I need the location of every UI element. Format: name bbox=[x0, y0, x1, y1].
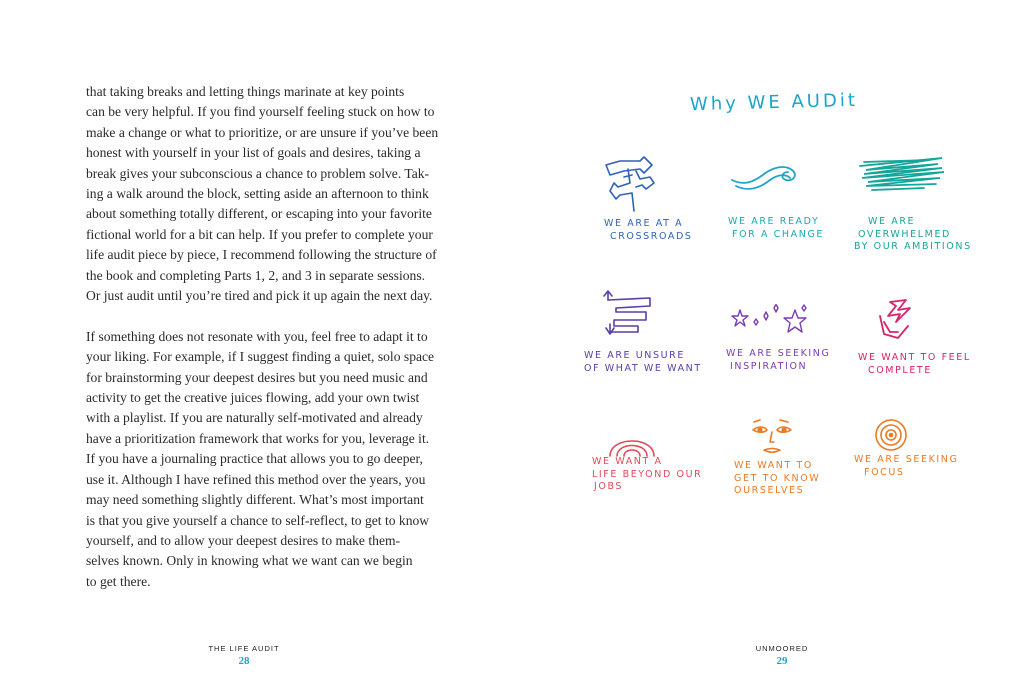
paragraph-1 bbox=[86, 82, 438, 306]
page-number: 29 bbox=[776, 655, 788, 667]
text-line: can be very helpful. If you find yourself feeling stuck on how to bbox=[86, 104, 435, 120]
caption-life-beyond: WE WANT A LIFE BEYOND OUR JOBS bbox=[592, 456, 703, 492]
caption-crossroads: WE ARE AT A CROSSROADS bbox=[604, 218, 693, 242]
stars-icon bbox=[730, 304, 810, 340]
text-line: yourself, and to allow your deepest desires to make them- bbox=[86, 532, 401, 548]
text-line: If something does not resonate with you, feel free to adapt it to bbox=[86, 328, 428, 344]
wave-icon bbox=[730, 160, 800, 194]
running-head: THE LIFE AUDIT bbox=[208, 644, 280, 653]
text-line: If you have a journaling practice that allows you to go deeper, bbox=[86, 451, 423, 467]
text-line: may need something slightly different. What’s most important bbox=[86, 492, 424, 508]
face-icon bbox=[750, 418, 794, 458]
caption-unsure: WE ARE UNSURE OF WHAT WE WANT bbox=[584, 350, 702, 374]
right-page bbox=[512, 0, 1024, 686]
text-line: Or just audit until you’re tired and pick it up again the next day. bbox=[86, 288, 433, 304]
broken-shape-icon bbox=[876, 298, 916, 340]
zigzag-arrow-icon bbox=[602, 290, 658, 338]
page-footer bbox=[712, 644, 852, 667]
text-line: with a playlist. If you are naturally self-motivated and already bbox=[86, 410, 423, 426]
text-line: the book and completing Parts 1, 2, and 3 in separate sessions. bbox=[86, 267, 426, 283]
caption-know-ourselves: WE WANT TO GET TO KNOW OURSELVES bbox=[734, 460, 821, 496]
page-title: Why WE AUDit bbox=[689, 89, 859, 116]
text-line: for brainstorming your deepest desires but you need music and bbox=[86, 369, 428, 385]
rainbow-icon bbox=[606, 430, 658, 458]
text-line: fictional world for a bit can help. If you prefer to complete your bbox=[86, 226, 433, 242]
caption-focus: WE ARE SEEKING FOCUS bbox=[854, 454, 959, 478]
page-footer bbox=[174, 644, 314, 667]
text-line: your liking. For example, if I suggest finding a quiet, solo space bbox=[86, 349, 435, 365]
text-line: about something totally different, or escaping into your favorite bbox=[86, 206, 432, 222]
text-line: break gives your subconscious a chance to problem solve. Tak- bbox=[86, 165, 430, 181]
text-line: life audit piece by piece, I recommend following the structure of bbox=[86, 247, 437, 263]
spiral-icon bbox=[874, 418, 908, 452]
text-line: is that you give yourself a chance to self-reflect, to get to know bbox=[86, 512, 430, 528]
caption-ready-change: WE ARE READY FOR A CHANGE bbox=[728, 216, 825, 240]
text-line: selves known. Only in knowing what we want can we begin bbox=[86, 553, 413, 569]
text-line: honest with yourself in your list of goals and desires, taking a bbox=[86, 145, 421, 161]
crossroads-sign-icon bbox=[600, 155, 660, 213]
text-line: activity to get the creative juices flowing, add your own twist bbox=[86, 390, 420, 406]
caption-inspiration: WE ARE SEEKING INSPIRATION bbox=[726, 348, 831, 372]
scribble-lines-icon bbox=[858, 156, 946, 196]
caption-complete: WE WANT TO FEEL COMPLETE bbox=[858, 352, 971, 376]
page-number: 28 bbox=[238, 655, 250, 667]
paragraph-2 bbox=[86, 327, 438, 592]
text-line: to get there. bbox=[86, 573, 151, 589]
text-line: have a prioritization framework that works for you, leverage it. bbox=[86, 430, 430, 446]
caption-overwhelmed: WE ARE OVERWHELMED BY OUR AMBITIONS bbox=[854, 216, 972, 252]
text-line: ing a walk around the block, setting aside an afternoon to think bbox=[86, 186, 429, 202]
body-text bbox=[86, 82, 438, 592]
paragraph-gap bbox=[86, 306, 438, 326]
running-head: UNMOORED bbox=[755, 644, 809, 653]
text-line: use it. Although I have refined this method over the years, you bbox=[86, 471, 426, 487]
text-line: make a change or what to prioritize, or are unsure if you’ve been bbox=[86, 124, 439, 140]
text-line: that taking breaks and letting things marinate at key points bbox=[86, 84, 405, 99]
